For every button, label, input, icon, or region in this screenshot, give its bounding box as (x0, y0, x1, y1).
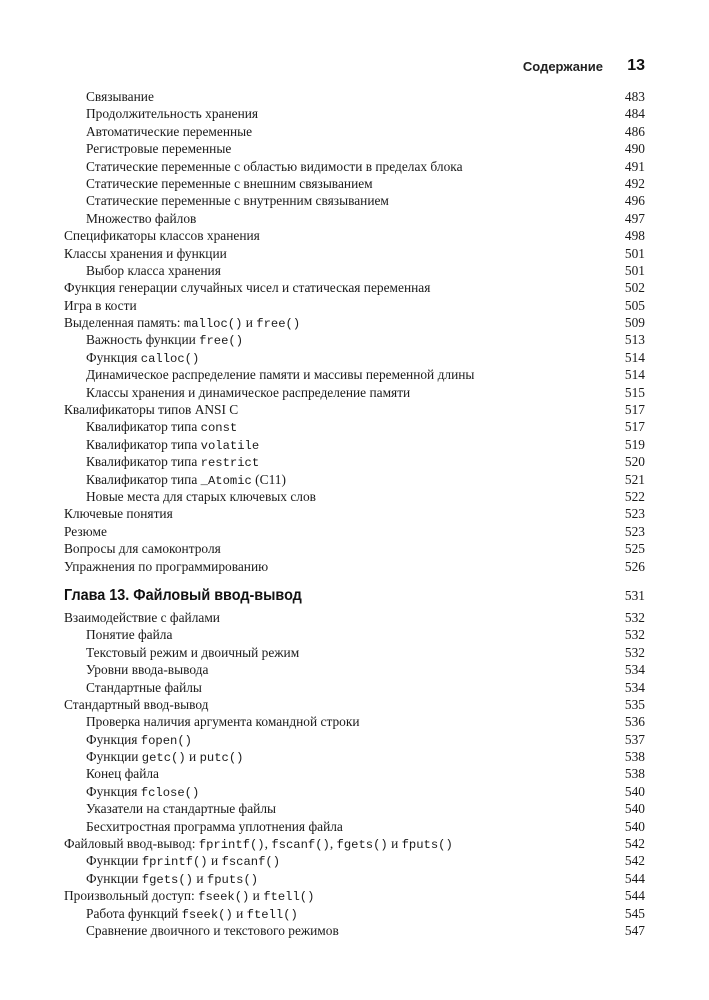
text-fragment: Статические переменные с внутренним связыванием (86, 193, 389, 209)
text-fragment: Функции (86, 870, 142, 886)
toc-entry-page: 502 (624, 280, 645, 296)
code-fragment: ftell() (246, 907, 298, 922)
text-fragment: Квалификатор типа (86, 419, 201, 435)
toc-entry-title (64, 211, 196, 226)
toc-section-entry (64, 297, 645, 314)
toc-entry-title (64, 559, 268, 574)
text-fragment: Выбор класса хранения (86, 262, 221, 278)
code-fragment: getc() (141, 751, 186, 766)
code-fragment: putc() (199, 751, 244, 766)
toc-entry-title (64, 402, 238, 417)
toc-entry-title (64, 645, 299, 660)
text-fragment: Понятие файла (86, 627, 173, 643)
toc-entry-title (64, 732, 192, 747)
toc-section-entry (64, 505, 645, 522)
toc-subsection-entry (64, 192, 645, 209)
text-fragment: Продолжительность хранения (86, 106, 259, 122)
toc-entry-page: 514 (624, 367, 645, 383)
toc-entry-page: 522 (624, 488, 645, 504)
toc-entry-title (64, 610, 220, 625)
code-fragment: fprintf() (198, 838, 265, 853)
toc-entry-page: 534 (624, 679, 645, 695)
toc-entry-page: 544 (624, 888, 645, 904)
toc-subsection-entry (64, 366, 645, 383)
toc-entry-title (64, 350, 199, 365)
toc-subsection-entry (64, 748, 645, 765)
text-fragment: Работа функций (86, 905, 182, 921)
toc-entry-page: 540 (624, 783, 645, 799)
toc-subsection-entry (64, 679, 645, 696)
text-fragment: Функция (86, 349, 141, 365)
toc-entry-title (64, 367, 474, 382)
toc-entry-page: 514 (624, 349, 645, 365)
toc-entry-title (64, 159, 463, 174)
toc-subsection-entry (64, 384, 645, 401)
toc-entry-title (64, 176, 373, 191)
text-fragment: Связывание (86, 89, 154, 104)
code-fragment: malloc() (183, 317, 243, 332)
toc-subsection-entry (64, 471, 645, 488)
code-fragment: fseek() (181, 907, 233, 922)
toc-section-entry (64, 279, 645, 296)
code-fragment: free() (256, 317, 301, 332)
toc-subsection-entry (64, 436, 645, 453)
text-fragment: Функция (86, 783, 141, 799)
text-fragment: Произвольный доступ: (64, 888, 199, 904)
toc-subsection-entry (64, 905, 645, 922)
toc-subsection-entry (64, 731, 645, 748)
toc-subsection-entry (64, 453, 645, 470)
text-fragment: Функция генерации случайных чисел и статическая переменная (64, 280, 431, 296)
text-fragment: и (242, 315, 257, 331)
toc-entry-title (64, 193, 389, 208)
text-fragment: Ключевые понятия (64, 506, 173, 522)
toc-section-entry (64, 245, 645, 262)
toc-subsection-entry (64, 818, 645, 835)
toc-subsection-entry (64, 661, 645, 678)
text-fragment: Квалификатор типа (86, 471, 201, 487)
toc-entry-title (64, 228, 260, 243)
code-fragment: restrict (200, 456, 260, 471)
toc-entry-page: 523 (624, 523, 645, 539)
toc-entry-title (64, 541, 221, 556)
text-fragment: , (264, 836, 272, 852)
toc-entry-title (64, 385, 410, 400)
toc-entry-title (64, 697, 209, 712)
toc-entry-page: 532 (624, 644, 645, 660)
toc-entry-page: 517 (624, 419, 645, 435)
text-fragment: Уровни ввода-вывода (86, 662, 209, 678)
code-fragment: fscanf() (221, 855, 281, 870)
text-fragment: Квалификаторы типов ANSI C (64, 402, 239, 418)
toc-entry-page: 536 (624, 714, 645, 730)
code-fragment: fopen() (140, 733, 192, 748)
text-fragment: Динамическое распределение памяти и массивы переменной длины (86, 367, 475, 383)
toc-entry-page: 532 (624, 609, 645, 625)
toc-subsection-entry (64, 922, 645, 939)
text-fragment: Выделенная память: (64, 315, 184, 331)
toc-section-entry (64, 540, 645, 557)
toc-entry-title (64, 836, 453, 851)
code-fragment: calloc() (140, 351, 200, 366)
toc-entry-title (64, 906, 298, 921)
code-fragment: fclose() (140, 785, 200, 800)
text-fragment: Бесхитростная программа уплотнения файла (86, 818, 343, 834)
toc-subsection-entry (64, 783, 645, 800)
page-header (64, 57, 645, 77)
text-fragment: Статические переменные с областью видимости в пределах блока (86, 158, 463, 174)
toc-entry-title (64, 124, 252, 139)
toc-entry-title (64, 583, 302, 609)
text-fragment: Вопросы для самоконтроля (64, 541, 221, 557)
toc-section-entry (64, 401, 645, 418)
toc-entry-page: 490 (624, 141, 645, 157)
text-fragment: Множество файлов (86, 210, 197, 226)
toc-subsection-entry (64, 210, 645, 227)
toc-entry-page: 496 (624, 193, 645, 209)
toc-entry-page: 538 (624, 766, 645, 782)
toc-entry-title (64, 489, 316, 504)
toc-entry-page: 501 (624, 262, 645, 278)
toc-entry-title (64, 714, 360, 729)
toc-entry-page: 544 (624, 870, 645, 886)
text-fragment: Сравнение двоичного и текстового режимов (86, 922, 339, 938)
text-fragment: Файловый ввод-вывод: (64, 836, 199, 852)
toc-entry-title (64, 662, 208, 677)
text-fragment: Автоматические переменные (86, 123, 253, 139)
code-fragment: fseek() (198, 890, 250, 905)
text-fragment: Классы хранения и функции (64, 245, 227, 261)
text-fragment: Глава 13. Файловый ввод-вывод (64, 586, 302, 604)
text-fragment: Конец файла (86, 766, 159, 782)
toc-section-entry (64, 696, 645, 713)
toc-entry-page: 542 (624, 853, 645, 869)
code-fragment: const (200, 421, 238, 436)
code-fragment: _Atomic (200, 473, 252, 488)
toc-entry-page: 486 (624, 123, 645, 139)
toc-entry-page: 532 (624, 627, 645, 643)
toc-chapter-heading (64, 583, 645, 609)
toc-entry-page: 545 (624, 905, 645, 921)
toc-entry-page: 515 (624, 384, 645, 400)
toc-section-entry (64, 609, 645, 626)
text-fragment: Проверка наличия аргумента командной строки (86, 714, 360, 730)
text-fragment: и (207, 853, 222, 869)
toc-entry-title (64, 871, 258, 886)
toc-entry-page: 517 (624, 402, 645, 418)
toc-entry-title (64, 749, 243, 764)
text-fragment: (C11) (251, 471, 286, 487)
toc-subsection-entry (64, 262, 645, 279)
text-fragment: Регистровые переменные (86, 141, 232, 157)
toc-subsection-entry (64, 626, 645, 643)
toc-entry-title (64, 332, 243, 347)
toc-section-entry (64, 835, 645, 852)
toc-entry-page: 509 (624, 315, 645, 331)
text-fragment: Текстовый режим и двоичный режим (86, 644, 300, 660)
toc-entry-title (64, 853, 280, 868)
toc-subsection-entry (64, 870, 645, 887)
toc-entry-page: 492 (624, 175, 645, 191)
code-fragment: fprintf() (141, 855, 208, 870)
toc-subsection-entry (64, 488, 645, 505)
toc-entry-title (64, 524, 107, 539)
toc-entry-page: 498 (624, 228, 645, 244)
text-fragment: Важность функции (86, 332, 200, 348)
toc-entry-title (64, 801, 276, 816)
toc-entry-title (64, 888, 314, 903)
toc-section-entry (64, 227, 645, 244)
toc-entry-page: 534 (624, 662, 645, 678)
text-fragment: Стандартный ввод-вывод (64, 696, 209, 712)
toc-subsection-entry (64, 175, 645, 192)
toc-subsection-entry (64, 158, 645, 175)
toc-entry-title (64, 472, 286, 487)
toc-entry-page: 513 (624, 332, 645, 348)
text-fragment: и (249, 888, 264, 904)
toc-entry-title (64, 419, 237, 434)
toc-subsection-entry (64, 765, 645, 782)
toc-entry-title (64, 106, 258, 121)
toc-entry-title (64, 437, 259, 452)
toc-subsection-entry (64, 331, 645, 348)
toc-entry-title (64, 766, 159, 781)
toc-entry-title (64, 246, 227, 261)
toc-subsection-entry (64, 418, 645, 435)
toc-entry-title (64, 923, 339, 938)
toc-subsection-entry (64, 800, 645, 817)
toc-entry-title (64, 280, 430, 295)
toc-entry-title (64, 298, 137, 313)
toc-entry-title (64, 315, 300, 330)
text-fragment: Статические переменные с внешним связыванием (86, 175, 373, 191)
toc-section-entry (64, 887, 645, 904)
text-fragment: Резюме (64, 523, 107, 539)
toc-section-entry (64, 523, 645, 540)
running-title: Содержание (522, 59, 603, 74)
toc-entry-page: 520 (624, 454, 645, 470)
text-fragment: Упражнения по программированию (64, 558, 269, 574)
toc-entry-page: 540 (624, 801, 645, 817)
text-fragment: Спецификаторы классов хранения (64, 228, 260, 244)
toc-entry-page: 483 (624, 89, 645, 104)
code-fragment: fputs() (401, 838, 453, 853)
text-fragment: Функции (86, 749, 142, 765)
text-fragment: и (387, 836, 402, 852)
text-fragment: Стандартные файлы (86, 679, 202, 695)
toc-entry-page: 505 (624, 297, 645, 313)
text-fragment: Квалификатор типа (86, 454, 201, 470)
code-fragment: fputs() (206, 872, 259, 887)
toc-entry-title (64, 627, 172, 642)
table-of-contents (64, 88, 645, 939)
text-fragment: и (193, 870, 207, 886)
text-fragment: Взаимодействие с файлами (64, 609, 220, 625)
text-fragment: и (185, 749, 200, 765)
text-fragment: Классы хранения и динамическое распределение памяти (86, 384, 411, 400)
code-fragment: fscanf() (271, 838, 330, 853)
toc-entry-page: 484 (624, 106, 645, 122)
text-fragment: Функции (86, 853, 142, 869)
text-fragment: Новые места для старых ключевых слов (86, 488, 316, 504)
code-fragment: free() (199, 334, 244, 349)
code-fragment: fgets() (336, 838, 388, 853)
code-fragment: ftell() (263, 890, 315, 905)
toc-entry-title (64, 680, 202, 695)
toc-entry-title (64, 506, 173, 521)
toc-entry-page: 535 (624, 696, 645, 712)
code-fragment: volatile (200, 438, 260, 453)
text-fragment: и (232, 905, 247, 921)
toc-entry-page: 519 (624, 436, 645, 452)
toc-subsection-entry (64, 852, 645, 869)
toc-entry-title (64, 141, 231, 156)
page-number: 13 (627, 57, 645, 74)
toc-entry-page: 542 (624, 836, 645, 852)
toc-entry-page: 547 (624, 922, 645, 938)
toc-entry-title (64, 454, 259, 469)
text-fragment: Игра в кости (64, 297, 137, 313)
text-fragment: Указатели на стандартные файлы (86, 801, 276, 817)
code-fragment: fgets() (141, 872, 193, 887)
toc-entry-page: 521 (624, 471, 645, 487)
toc-entry-page: 538 (624, 749, 645, 765)
toc-subsection-entry (64, 140, 645, 157)
toc-entry-page: 537 (624, 731, 645, 747)
toc-entry-title (64, 89, 154, 104)
toc-entry-page: 497 (624, 210, 645, 226)
toc-subsection-entry (64, 123, 645, 140)
toc-entry-page: 540 (624, 818, 645, 834)
toc-subsection-entry (64, 88, 645, 105)
text-fragment: Квалификатор типа (86, 436, 201, 452)
toc-entry-title (64, 784, 199, 799)
toc-subsection-entry (64, 349, 645, 366)
toc-subsection-entry (64, 644, 645, 661)
toc-section-entry (64, 314, 645, 331)
toc-entry-page: 491 (624, 158, 645, 174)
toc-entry-title (64, 819, 343, 834)
toc-entry-page: 531 (624, 587, 645, 603)
toc-section-entry (64, 558, 645, 575)
toc-subsection-entry (64, 105, 645, 122)
toc-entry-title (64, 263, 221, 278)
text-fragment: Функция (86, 731, 141, 747)
toc-entry-page: 523 (624, 506, 645, 522)
toc-entry-page: 525 (624, 541, 645, 557)
toc-subsection-entry (64, 713, 645, 730)
toc-entry-page: 526 (624, 558, 645, 574)
text-fragment: , (329, 836, 337, 852)
toc-entry-page: 501 (624, 245, 645, 261)
